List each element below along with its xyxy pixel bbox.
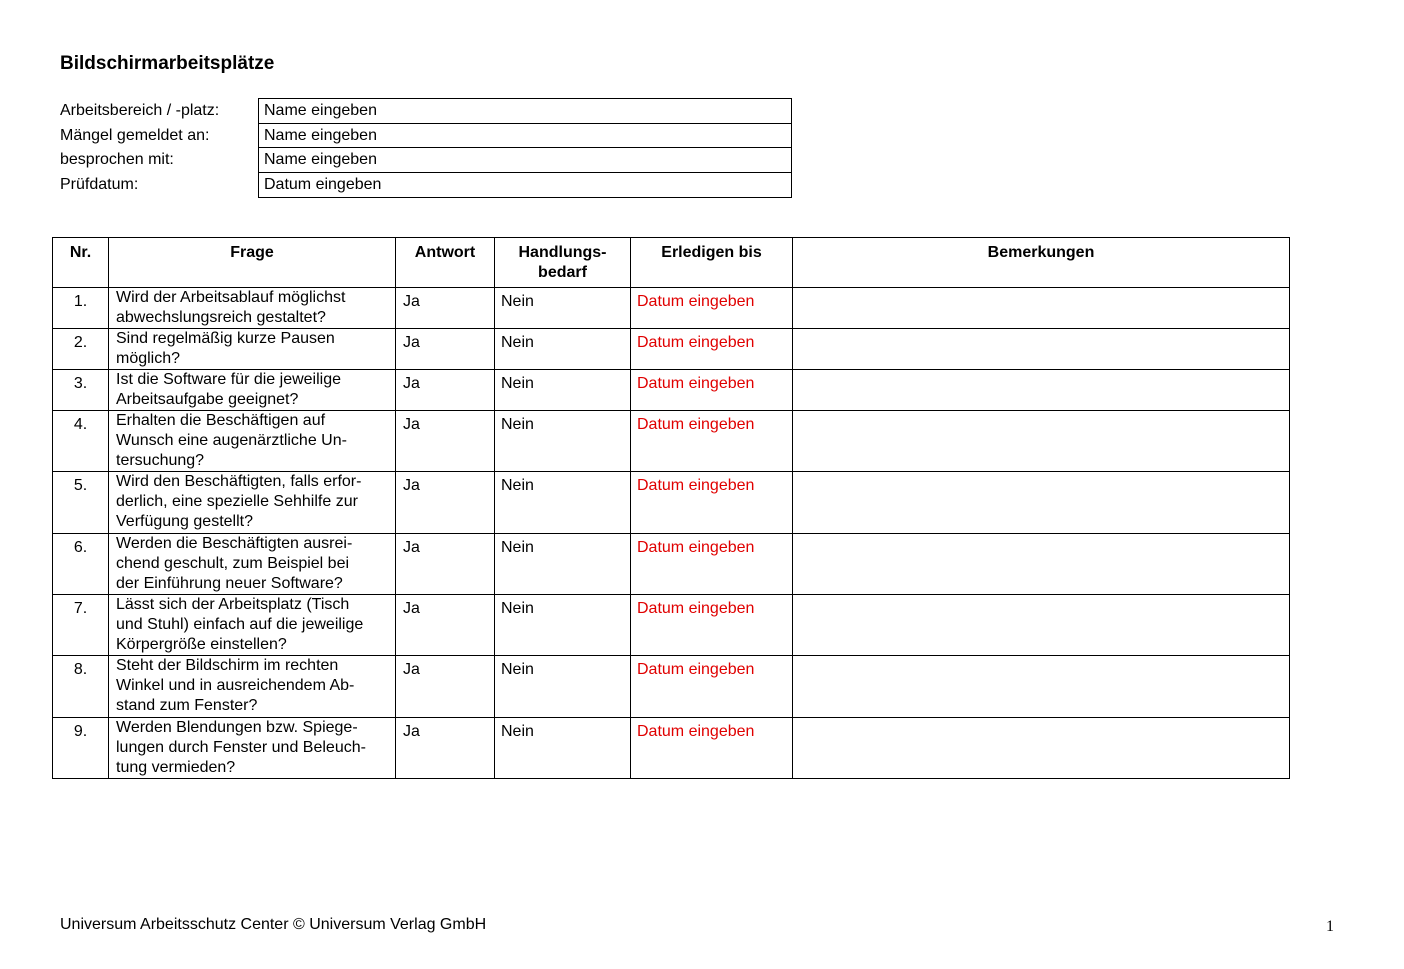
answer-ja[interactable]: Ja: [396, 370, 495, 411]
due-date-field[interactable]: Datum eingeben: [631, 656, 793, 718]
table-row: [53, 656, 1290, 718]
row-number: 7.: [53, 595, 109, 656]
question-line: Wird den Beschäftigten, falls erfor-: [116, 473, 362, 490]
answer-nein[interactable]: Nein: [495, 370, 631, 411]
table-row: [53, 411, 1290, 472]
row-number: 9.: [53, 718, 109, 779]
row-question: [109, 288, 396, 329]
meta-field-pruefdatum[interactable]: Datum eingeben: [264, 175, 382, 193]
answer-nein[interactable]: Nein: [495, 595, 631, 656]
meta-label-maengel: Mängel gemeldet an:: [60, 126, 210, 144]
due-date-field[interactable]: Datum eingeben: [631, 534, 793, 595]
row-question: [109, 718, 396, 779]
row-number: 4.: [53, 411, 109, 472]
row-number: 6.: [53, 534, 109, 595]
header-frage: Frage: [109, 238, 396, 288]
row-number: 3.: [53, 370, 109, 411]
meta-field-maengel[interactable]: Name eingeben: [259, 124, 791, 149]
question-line: Erhalten die Beschäftigen auf: [116, 412, 326, 429]
question-line: stand zum Fenster?: [116, 697, 258, 714]
answer-nein[interactable]: Nein: [495, 534, 631, 595]
answer-nein[interactable]: Nein: [495, 472, 631, 534]
checklist-table: [52, 237, 1290, 779]
header-nr: Nr.: [53, 238, 109, 288]
page-number: 1: [1326, 918, 1334, 935]
remarks-field[interactable]: [793, 718, 1290, 779]
question-line: Körpergröße einstellen?: [116, 636, 287, 653]
question-line: Lässt sich der Arbeitsplatz (Tisch: [116, 596, 350, 613]
footer-copyright: Universum Arbeitsschutz Center © Universum Verlag GmbH: [60, 916, 487, 933]
header-handlungsbedarf-line2: bedarf: [538, 264, 587, 281]
answer-nein[interactable]: Nein: [495, 718, 631, 779]
question-line: Steht der Bildschirm im rechten: [116, 657, 339, 674]
row-question: [109, 595, 396, 656]
answer-ja[interactable]: Ja: [396, 595, 495, 656]
answer-nein[interactable]: Nein: [495, 411, 631, 472]
row-question: [109, 329, 396, 370]
table-row: [53, 595, 1290, 656]
row-question: [109, 370, 396, 411]
due-date-field[interactable]: Datum eingeben: [631, 472, 793, 534]
answer-ja[interactable]: Ja: [396, 329, 495, 370]
remarks-field[interactable]: [793, 595, 1290, 656]
row-question: [109, 656, 396, 718]
answer-nein[interactable]: Nein: [495, 656, 631, 718]
row-number: 1.: [53, 288, 109, 329]
due-date-field[interactable]: Datum eingeben: [631, 329, 793, 370]
due-date-field[interactable]: Datum eingeben: [631, 411, 793, 472]
document-title: Bildschirmarbeitsplätze: [60, 53, 275, 74]
due-date-field[interactable]: Datum eingeben: [631, 370, 793, 411]
table-header-row: [53, 238, 1290, 288]
question-line: und Stuhl) einfach auf die jeweilige: [116, 616, 364, 633]
header-bemerkungen: Bemerkungen: [793, 238, 1290, 288]
question-line: Winkel und in ausreichendem Ab-: [116, 677, 355, 694]
question-line: Werden Blendungen bzw. Spiege-: [116, 719, 358, 736]
answer-ja[interactable]: Ja: [396, 472, 495, 534]
table-row: [53, 534, 1290, 595]
question-line: Sind regelmäßig kurze Pausen: [116, 330, 335, 347]
question-line: Arbeitsaufgabe geeignet?: [116, 391, 299, 408]
remarks-field[interactable]: [793, 370, 1290, 411]
question-line: Werden die Beschäftigten ausrei-: [116, 535, 353, 552]
row-number: 5.: [53, 472, 109, 534]
remarks-field[interactable]: [793, 534, 1290, 595]
header-antwort: Antwort: [396, 238, 495, 288]
row-number: 8.: [53, 656, 109, 718]
remarks-field[interactable]: [793, 288, 1290, 329]
meta-fields: [258, 98, 792, 198]
header-erledigen: Erledigen bis: [631, 238, 793, 288]
question-line: Verfügung gestellt?: [116, 513, 253, 530]
question-line: abwechslungsreich gestaltet?: [116, 309, 326, 326]
row-question: [109, 472, 396, 534]
header-handlungsbedarf: [495, 238, 631, 288]
answer-ja[interactable]: Ja: [396, 288, 495, 329]
question-line: Wunsch eine augenärztliche Un-: [116, 432, 347, 449]
answer-ja[interactable]: Ja: [396, 656, 495, 718]
table-row: [53, 718, 1290, 779]
due-date-field[interactable]: Datum eingeben: [631, 595, 793, 656]
answer-ja[interactable]: Ja: [396, 411, 495, 472]
question-line: tung vermieden?: [116, 759, 236, 776]
question-line: Wird der Arbeitsablauf möglichst: [116, 289, 346, 306]
question-line: chend geschult, zum Beispiel bei: [116, 555, 350, 572]
due-date-field[interactable]: Datum eingeben: [631, 718, 793, 779]
question-line: der Einführung neuer Software?: [116, 575, 343, 592]
question-line: derlich, eine spezielle Sehhilfe zur: [116, 493, 358, 510]
answer-nein[interactable]: Nein: [495, 329, 631, 370]
question-line: lungen durch Fenster und Beleuch-: [116, 739, 366, 756]
meta-label-arbeitsbereich: Arbeitsbereich / -platz:: [60, 102, 220, 119]
remarks-field[interactable]: [793, 411, 1290, 472]
table-row: [53, 329, 1290, 370]
row-question: [109, 534, 396, 595]
table-row: [53, 472, 1290, 534]
due-date-field[interactable]: Datum eingeben: [631, 288, 793, 329]
row-question: [109, 411, 396, 472]
meta-labels: [60, 99, 219, 197]
question-line: Ist die Software für die jeweilige: [116, 371, 341, 388]
meta-field-arbeitsbereich[interactable]: Name eingeben: [259, 99, 791, 124]
question-line: tersuchung?: [116, 452, 205, 469]
remarks-field[interactable]: [793, 656, 1290, 718]
table-row: [53, 370, 1290, 411]
remarks-field[interactable]: [793, 329, 1290, 370]
meta-label-besprochen: besprochen mit:: [60, 151, 174, 168]
header-handlungsbedarf-line1: Handlungs-: [518, 244, 607, 261]
table-row: [53, 288, 1290, 329]
answer-ja[interactable]: Ja: [396, 534, 495, 595]
meta-field-besprochen[interactable]: Name eingeben: [259, 148, 791, 173]
answer-ja[interactable]: Ja: [396, 718, 495, 779]
row-number: 2.: [53, 329, 109, 370]
answer-nein[interactable]: Nein: [495, 288, 631, 329]
meta-label-pruefdatum: Prüfdatum:: [60, 175, 139, 193]
remarks-field[interactable]: [793, 472, 1290, 534]
question-line: möglich?: [116, 350, 181, 367]
